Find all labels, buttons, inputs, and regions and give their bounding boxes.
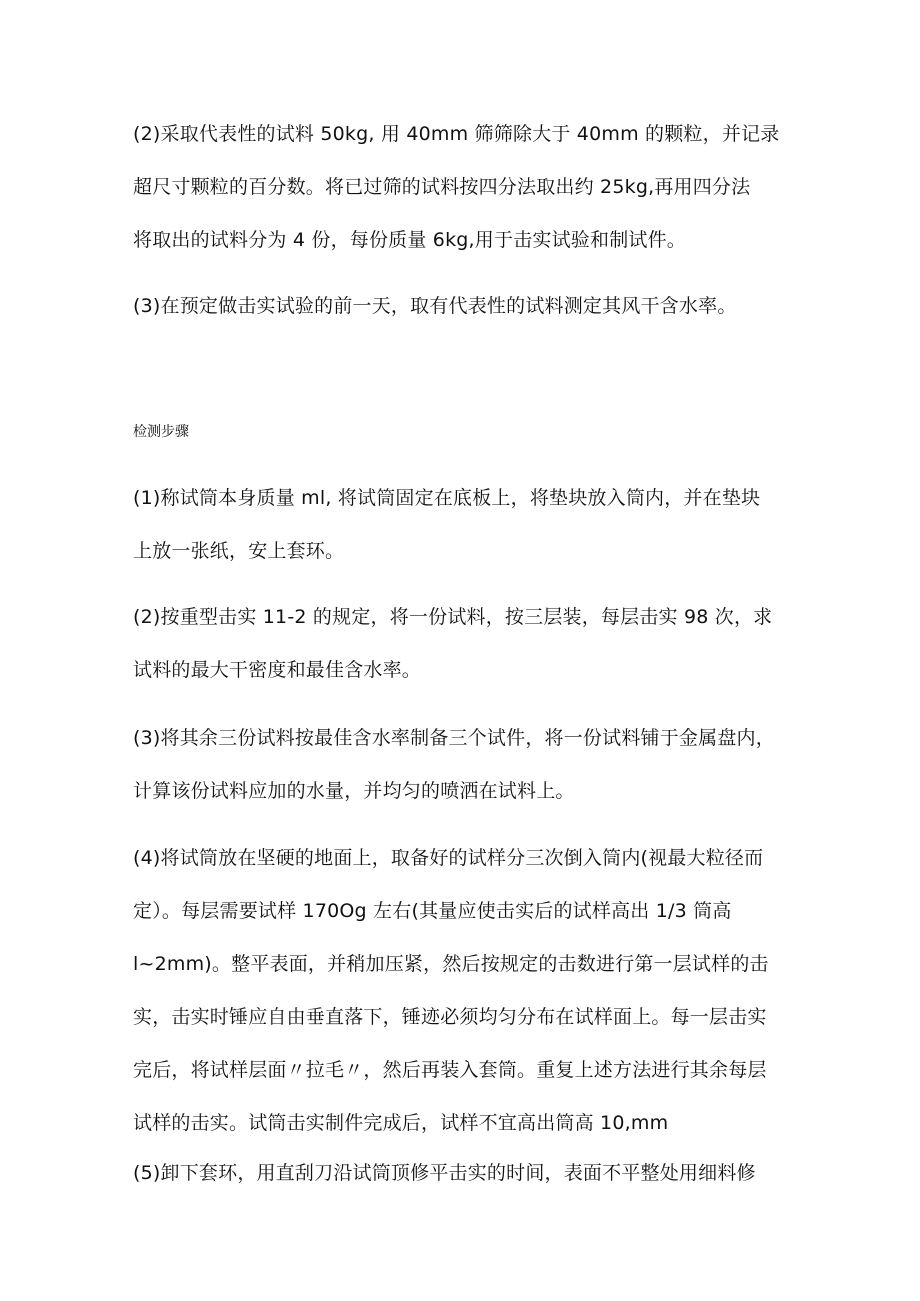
section-heading: 检测步骤 bbox=[133, 424, 189, 440]
text-line: (2)按重型击实 11-2 的规定，将一份试料，按三层装，每层击实 98 次，求 bbox=[133, 606, 773, 628]
paragraph-prep-step-2 bbox=[133, 108, 803, 267]
text-line: 试料的最大干密度和最佳含水率。 bbox=[133, 659, 422, 681]
text-line: (1)称试筒本身质量 ml, 将试筒固定在底板上，将垫块放入筒内，并在垫块 bbox=[133, 487, 761, 509]
text-line: 上放一张纸，安上套环。 bbox=[133, 540, 345, 562]
paragraph-step-4 bbox=[133, 832, 803, 1150]
paragraph-prep-step-3 bbox=[133, 280, 803, 333]
paragraph-step-5 bbox=[133, 1147, 803, 1200]
text-line: (2)采取代表性的试料 50kg, 用 40mm 筛筛除大于 40mm 的颗粒，并记录 bbox=[133, 123, 780, 145]
text-line: 完后，将试样层面〃拉毛〃，然后再装入套筒。重复上述方法进行其余每层 bbox=[133, 1059, 767, 1081]
text-line: 实，击实时锤应自由垂直落下，锤迹必须均匀分布在试样面上。每一层击实 bbox=[133, 1006, 767, 1028]
text-line: (4)将试筒放在坚硬的地面上，取备好的试样分三次倒入筒内(视最大粒径而 bbox=[133, 847, 764, 869]
paragraph-step-2 bbox=[133, 591, 803, 697]
text-line: (3)将其余三份试料按最佳含水率制备三个试件，将一份试料铺于金属盘内， bbox=[133, 727, 775, 749]
text-line: 试样的击实。试筒击实制件完成后，试样不宜高出筒高 10,mm bbox=[133, 1112, 669, 1134]
paragraph-step-3 bbox=[133, 712, 803, 818]
text-line: (3)在预定做击实试验的前一天，取有代表性的试料测定其风干含水率。 bbox=[133, 295, 737, 317]
text-line: 超尺寸颗粒的百分数。将已过筛的试料按四分法取出约 25kg,再用四分法 bbox=[133, 176, 751, 198]
text-line: (5)卸下套环，用直刮刀沿试筒顶修平击实的时间，表面不平整处用细料修 bbox=[133, 1162, 756, 1184]
text-line: l~2mm)。整平表面，并稍加压紧，然后按规定的击数进行第一层试样的击 bbox=[133, 953, 769, 975]
paragraph-step-1 bbox=[133, 472, 803, 578]
text-line: 定）。每层需要试样 170Og 左右(其量应使击实后的试样高出 1/3 筒高 bbox=[133, 900, 732, 922]
text-line: 计算该份试料应加的水量，并均匀的喷洒在试料上。 bbox=[133, 780, 575, 802]
text-line: 将取出的试料分为 4 份，每份质量 6kg,用于击实试验和制试件。 bbox=[133, 229, 686, 251]
